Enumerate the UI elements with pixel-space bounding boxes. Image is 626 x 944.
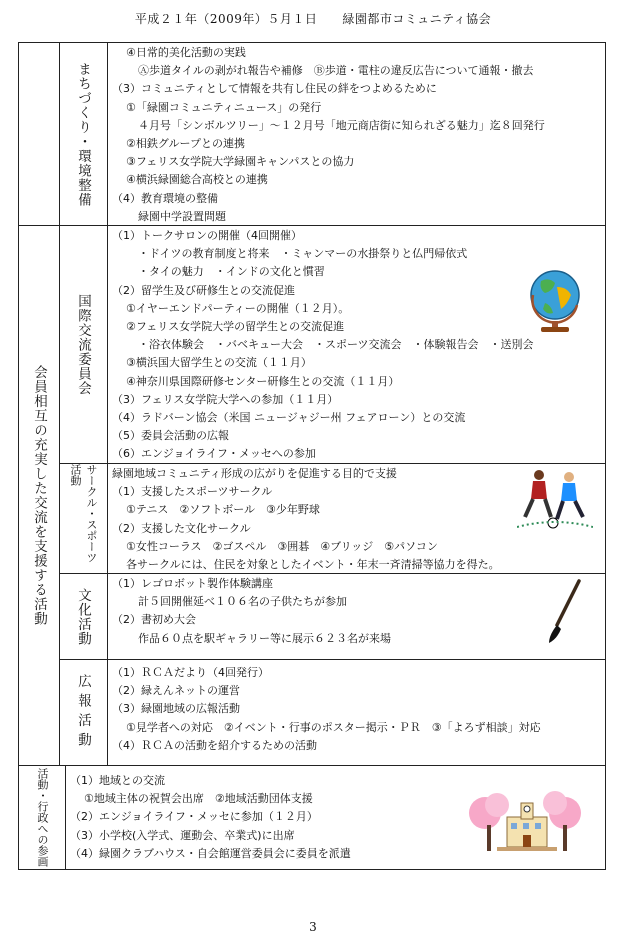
text-line: （2）留学生及び研修生との交流促進 [112,283,295,297]
text-line: 計５回開催延べ１０６名の子供たちが参加 [138,595,347,609]
text-line: Ⓐ歩道タイルの剥がれ報告や補修 Ⓑ歩道・電柱の違反広告について通報・撤去 [138,64,534,78]
koho-content [107,659,605,765]
text-line: ①見学者への対応 ②イベント・行事のポスター掲示・ＰＲ ③「よろず相談」対応 [126,720,541,734]
text-line: （2）支援した文化サークル [112,521,251,535]
text-line: ①女性コーラス ②ゴスペル ③囲碁 ④ブリッジ ⑤パソコン [126,539,438,553]
soccer-players-icon [517,467,593,533]
text-line: 緑園地域コミュニティ形成の広がりを促進する目的で支援 [112,467,397,480]
text-line: ・浴衣体験会 ・バベキュー大会 ・スポーツ交流会 ・体験報告会 ・送別会 [138,338,534,352]
text-line: （3）フェリス女学院大学への参加（１１月） [112,392,339,406]
globe-icon [527,265,585,335]
koho-label: 広報活動 [75,673,91,752]
activity-table [18,42,606,870]
machizukuri-label-cell [59,43,107,225]
text-line: 緑園中学設置問題 [138,209,226,223]
text-line: 作品６０点を駅ギャラリー等に展示６２３名が来場 [138,631,391,645]
text-line: （3）コミュニティとして情報を共有し住民の絆をつよめるために [112,82,437,96]
main-label-cell [19,225,59,765]
bunka-content [107,573,605,659]
bunka-label-cell [59,573,107,659]
text-line: （1）レゴロボット製作体験講座 [112,577,273,590]
text-line: ①「緑園コミュニティニュース」の発行 [126,100,322,114]
text-line: （4）教育環境の整備 [112,191,218,205]
text-line: （1）トークサロンの開催（4回開催） [112,229,302,242]
kokusai-label: 国際交流委員会 [75,293,91,396]
machizukuri-label: まちづくり・環境整備 [75,61,91,207]
text-line: ・ドイツの教育制度と将来 ・ミャンマーの水掛祭りと仏門帰依式 [138,247,468,261]
page-number: 3 [309,920,317,934]
text-line: 各サークルには、住民を対象としたイベント・年末一斉清掃等協力を得た。 [126,557,500,571]
text-line: （6）エンジョイライフ・メッセへの参加 [112,447,316,461]
text-line: ②相鉄グループとの連携 [126,136,245,150]
text-line: （3）小学校(入学式、運動会、卒業式)に出席 [70,828,295,842]
text-line: ①地域主体の祝賀会出席 ②地域活動団体支援 [84,792,313,806]
text-line: ①テニス ②ソフトボール ③少年野球 [126,503,320,517]
calligraphy-brush-icon [545,579,585,645]
circle-label: サークル・スポーツ活動 [69,464,98,563]
kokusai-label-cell [59,225,107,463]
text-line: ④横浜緑園総合高校との連携 [126,173,268,187]
bunka-label: 文化活動 [75,587,91,646]
text-line: （1）ＲＣＡだより（4回発行） [112,666,269,679]
text-line: ・タイの魅力 ・インドの文化と慣習 [138,265,325,279]
text-line: （1）地域との交流 [70,774,165,787]
text-line: （4）ラドバーン協会（米国 ニュージャジー州 フェアローン）との交流 [112,410,466,424]
text-line: ④神奈川県国際研修センター研修生との交流（１１月） [126,374,400,388]
text-line: （2）緑えんネットの運営 [112,684,240,698]
machizukuri-content [107,43,605,225]
kokusai-content [107,225,605,463]
text-line: ①イヤーエンドパーティーの開催（１２月）。 [126,301,350,315]
gyosei-label: 活動・行政への参画 [36,768,49,867]
school-cherry-blossom-icon [467,787,585,859]
text-line: （2）エンジョイライフ・メッセに参加（１２月） [70,810,318,824]
text-line: ４月号「シンボルツリー」～１２月号「地元商店街に知られざる魅力」迄８回発行 [138,118,545,132]
text-line: ④日常的美化活動の実践 [126,46,246,59]
text-line: （1）支援したスポーツサークル [112,485,273,499]
text-line: （4）ＲＣＡの活動を紹介するための活動 [112,738,317,752]
main-label: 会員相互の充実した交流を支援する活動 [31,365,47,626]
text-line: （3）緑園地域の広報活動 [112,702,240,716]
koho-label-cell [59,659,107,765]
text-line: （5）委員会活動の広報 [112,429,229,443]
text-line: （4）緑園クラブハウス・自会館運営委員会に委員を派遣 [70,846,351,860]
text-line: ②フェリス女学院大学の留学生との交流促進 [126,319,345,333]
circle-label-cell [59,463,107,573]
text-line: （2）書初め大会 [112,613,196,627]
gyosei-label-cell [19,765,65,869]
text-line: ③横浜国大留学生との交流（１１月） [126,356,312,370]
page-header: 平成２１年（2009年）５月１日 緑園都市コミュニティ協会 [134,12,492,26]
text-line: ③フェリス女学院大学緑園キャンパスとの協力 [126,155,355,169]
